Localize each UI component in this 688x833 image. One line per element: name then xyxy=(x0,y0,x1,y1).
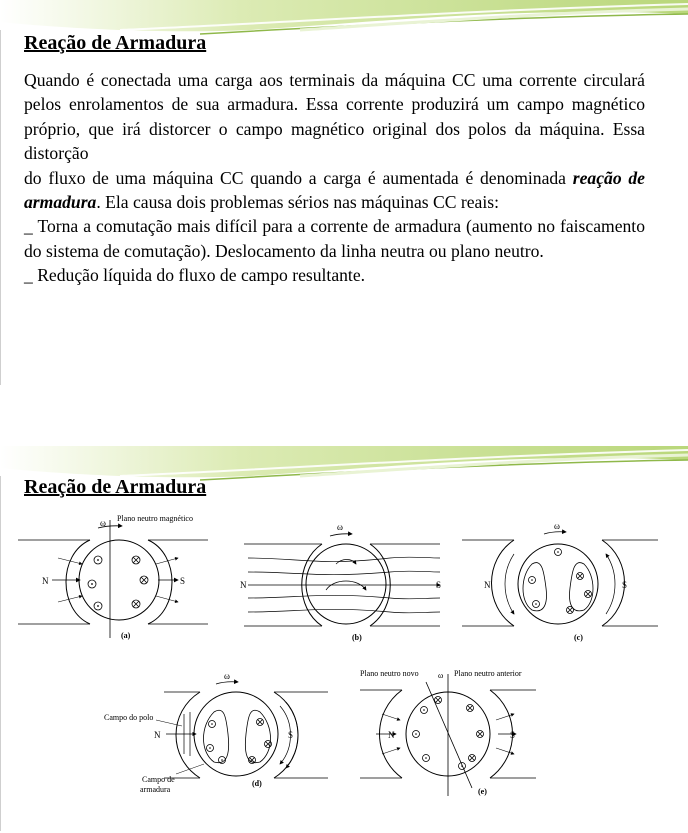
slide-gap xyxy=(0,388,688,446)
figure-e xyxy=(360,668,560,798)
caption-a: (a) xyxy=(121,631,131,640)
paragraph-3: _ Torna a comutação mais difícil para a corrente de armadura (aumento no faiscamento do sistema de comutação). Deslocamento da linha neutra ou plano neutro. xyxy=(24,216,645,261)
omega-a: ω xyxy=(100,518,106,528)
figure-d xyxy=(104,668,334,798)
left-rule xyxy=(0,30,1,385)
pole-field-label: Campo do polo xyxy=(104,713,154,722)
paragraph-2-start: do fluxo de uma máquina CC quando a carga é aumentada é denominada xyxy=(24,167,573,188)
slide-1-body xyxy=(24,68,645,288)
south-pole-d: S xyxy=(288,730,294,740)
left-rule-2 xyxy=(0,476,1,831)
south-pole-c: S xyxy=(622,580,628,590)
caption-d: (d) xyxy=(252,779,262,788)
paragraph-1: Quando é conectada uma carga aos terminais da máquina CC uma corrente circulará pelos enrolamentos de sua armadura. Essa corrente produzirá um campo magnético próprio, que irá distorcer o campo magnético original dos polos da máquina. Essa distorção xyxy=(24,70,645,164)
north-pole-c: N xyxy=(484,580,491,590)
slide-2-title: Reação de Armadura xyxy=(24,476,207,498)
figure-c xyxy=(462,518,662,644)
omega-d: ω xyxy=(224,671,230,681)
armature-field-label-1: Campo de xyxy=(142,775,175,784)
south-pole-b: S xyxy=(436,580,442,590)
slide-1 xyxy=(0,0,688,388)
header-banner xyxy=(0,0,688,36)
omega-c: ω xyxy=(554,521,560,531)
neutral-plane-label-a: Plano neutro magnético xyxy=(117,514,193,523)
term-reacao-de-armadura: reação de armadura xyxy=(24,167,645,213)
south-pole-e: S xyxy=(510,730,516,740)
south-pole-a: S xyxy=(180,576,186,586)
figure-b xyxy=(240,518,450,644)
slide-1-title: Reação de Armadura xyxy=(24,32,207,54)
figure-a xyxy=(18,514,218,644)
paragraph-2 xyxy=(24,166,645,215)
new-neutral-plane-label: Plano neutro novo xyxy=(360,669,419,678)
north-pole-b: N xyxy=(240,580,247,590)
caption-e: (e) xyxy=(478,787,487,796)
paragraph-2-end: . Ela causa dois problemas sérios nas máquinas CC reais: xyxy=(96,192,499,213)
omega-e: ω xyxy=(438,671,444,680)
north-pole-d: N xyxy=(154,730,161,740)
north-pole-e: N xyxy=(388,730,395,740)
caption-b: (b) xyxy=(352,633,362,642)
old-neutral-plane-label: Plano neutro anterior xyxy=(454,669,522,678)
slide-2 xyxy=(0,446,688,833)
caption-c: (c) xyxy=(574,633,583,642)
armature-field-label-2: armadura xyxy=(140,785,171,794)
north-pole-a: N xyxy=(42,576,49,586)
paragraph-4: _ Redução líquida do fluxo de campo resultante. xyxy=(24,265,366,286)
omega-b: ω xyxy=(337,522,343,532)
